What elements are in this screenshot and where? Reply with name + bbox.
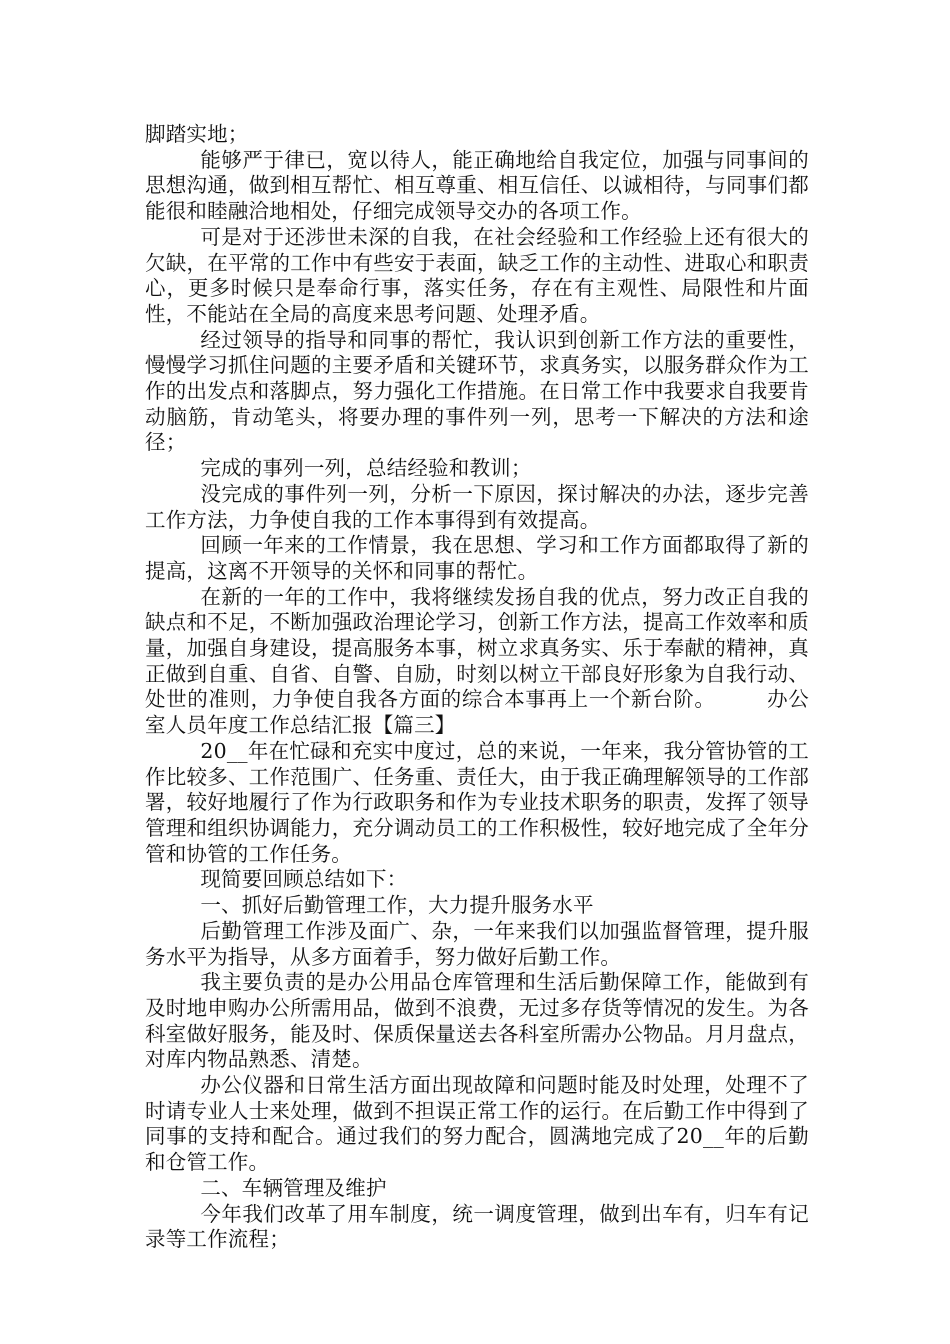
paragraph: 脚踏实地； <box>145 122 249 146</box>
paragraph: 经过领导的指导和同事的帮忙，我认识到创新工作方法的重要性，慢慢学习抓住问题的主要矛盾和关键环节，求真务实，以服务群众作为工作的出发点和落脚点，努力强化工作措施。在日常工作中我要求自我要肯动脑筋，肯动笔头，将要办理的事件列一列，思考一下解决的方法和途径； <box>145 327 809 455</box>
paragraph: 回顾一年来的工作情景，我在思想、学习和工作方面都取得了新的提高，这离不开领导的关怀和同事的帮忙。 <box>145 533 809 583</box>
paragraph-text: 在新的一年的工作中，我将继续发扬自我的优点，努力改正自我的缺点和不足，不断加强政治理论学习，创新工作方法，提高工作效率和质量，加强自身建设，提高服务本事，树立求真务实、乐于奉献的精神，真正做到自重、自省、自警、自励，时刻以树立干部良好形象为自我行动、处世的准则，力争使自我各方面的综合本事再上一个新台阶。 <box>145 584 809 712</box>
document-body <box>145 122 809 1253</box>
paragraph: 我主要负责的是办公用品仓库管理和生活后勤保障工作，能做到有及时地申购办公所需用品，做到不浪费，无过多存货等情况的发生。为各科室做好服务，能及时、保质保量送去各科室所需办公物品。月月盘点，对库内物品熟悉、清楚。 <box>145 970 809 1072</box>
subheading: 二、车辆管理及维护 <box>200 1175 387 1200</box>
paragraph: 后勤管理工作涉及面广、杂，一年来我们以加强监督管理，提升服务水平为指导，从多方面着手，努力做好后勤工作。 <box>145 918 809 969</box>
paragraph: 办公仪器和日常生活方面出现故障和问题时能及时处理，处理不了时请专业人士来处理，做到不担误正常工作的运行。在后勤工作中得到了同事的支持和配合。通过我们的努力配合，圆满地完成了20__年的后勤和仓管工作。 <box>145 1073 809 1175</box>
paragraph: 完成的事列一列，总结经验和教训； <box>200 456 532 481</box>
section-heading: 办公室人员年度工作总结汇报【篇三】 <box>145 687 809 738</box>
paragraph: 能够严于律已，宽以待人，能正确地给自我定位，加强与同事间的思想沟通，做到相互帮忙、相互尊重、相互信任、以诚相待，与同事们都能很和睦融洽地相处，仔细完成领导交办的各项工作。 <box>145 147 809 224</box>
paragraph: 今年我们改革了用车制度，统一调度管理，做到出车有，归车有记录等工作流程； <box>145 1201 809 1252</box>
paragraph: 没完成的事件列一列，分析一下原因，探讨解决的办法，逐步完善工作方法，力争使自我的工作本事得到有效提高。 <box>145 481 809 532</box>
paragraph: 20__年在忙碌和充实中度过，总的来说，一年来，我分管协管的工作比较多、工作范围广、任务重、责任大，由于我正确理解领导的工作部署，较好地履行了作为行政职务和作为专业技术职务的职责，发挥了领导管理和组织协调能力，充分调动员工的工作积极性，较好地完成了全年分管和协管的工作任务。 <box>145 738 809 866</box>
paragraph: 可是对于还涉世未深的自我，在社会经验和工作经验上还有很大的欠缺，在平常的工作中有些安于表面，缺乏工作的主动性、进取心和职责心，更多时候只是奉命行事，落实任务，存在有主观性、局限性和片面性，不能站在全局的高度来思考问题、处理矛盾。 <box>145 224 809 326</box>
paragraph <box>145 585 809 739</box>
subheading: 一、抓好后勤管理工作，大力提升服务水平 <box>200 893 594 918</box>
paragraph: 现简要回顾总结如下： <box>200 867 408 892</box>
